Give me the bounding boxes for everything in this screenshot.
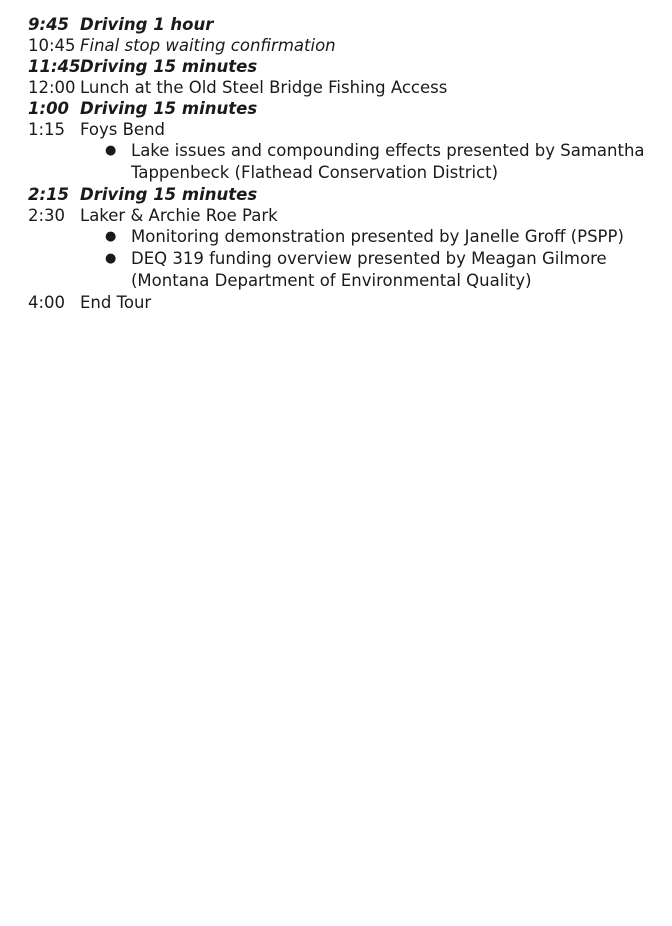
agenda-description: Foys Bend — [80, 120, 166, 139]
tour-agenda — [28, 14, 658, 313]
agenda-row — [28, 14, 658, 35]
bullet-icon: ● — [105, 251, 117, 266]
agenda-row — [28, 77, 658, 98]
list-item — [80, 140, 658, 184]
bullet-text: DEQ 319 funding overview presented by Meagan Gilmore (Montana Department of Environmental Quality) — [131, 249, 607, 290]
agenda-time: 10:45 — [28, 36, 76, 55]
agenda-row — [28, 205, 658, 226]
agenda-description: Driving 15 minutes — [80, 57, 258, 76]
agenda-time: 9:45 — [28, 15, 70, 34]
foys-bend-bullet-list — [28, 140, 658, 184]
agenda-description: Lunch at the Old Steel Bridge Fishing Access — [80, 78, 448, 97]
list-item — [80, 226, 658, 248]
agenda-row — [28, 184, 658, 205]
agenda-row — [28, 292, 658, 313]
bullet-text: Lake issues and compounding effects presented by Samantha Tappenbeck (Flathead Conservation District) — [131, 141, 645, 182]
agenda-row — [28, 35, 658, 56]
bullet-icon: ● — [105, 229, 117, 244]
agenda-time: 1:00 — [28, 99, 70, 118]
agenda-description: Final stop waiting confirmation — [80, 36, 336, 55]
bullet-icon: ● — [105, 143, 117, 158]
laker-park-bullet-list — [28, 226, 658, 292]
agenda-description: Driving 15 minutes — [80, 99, 258, 118]
agenda-description: Laker & Archie Roe Park — [80, 206, 278, 225]
agenda-row — [28, 56, 658, 77]
agenda-time: 2:30 — [28, 206, 66, 225]
list-item — [80, 248, 658, 292]
agenda-time: 2:15 — [28, 185, 70, 204]
agenda-description: Driving 1 hour — [80, 15, 214, 34]
agenda-description: End Tour — [80, 293, 152, 312]
bullet-text: Monitoring demonstration presented by Janelle Groff (PSPP) — [131, 227, 624, 246]
agenda-row — [28, 119, 658, 140]
agenda-row — [28, 98, 658, 119]
agenda-time: 1:15 — [28, 120, 66, 139]
agenda-description: Driving 15 minutes — [80, 185, 258, 204]
agenda-time: 11:45 — [28, 57, 81, 76]
agenda-time: 4:00 — [28, 293, 66, 312]
agenda-time: 12:00 — [28, 78, 76, 97]
